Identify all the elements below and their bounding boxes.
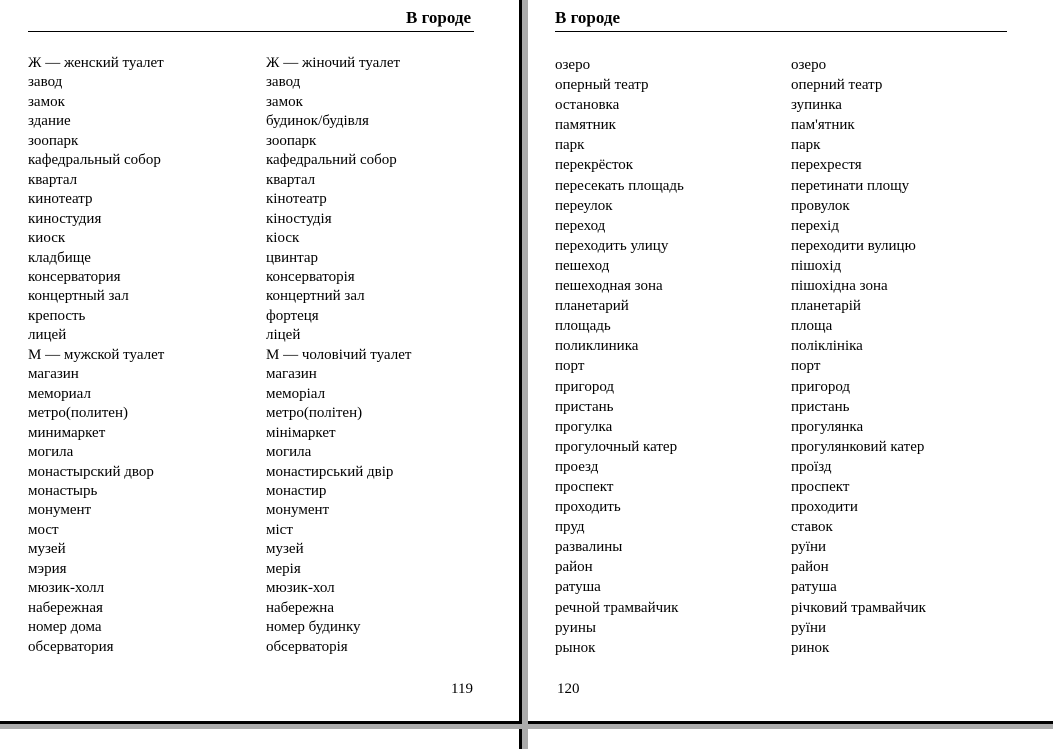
page-120 (528, 0, 1053, 724)
word-entry: ліцей (266, 327, 301, 344)
word-entry: концертний зал (266, 288, 365, 305)
word-entry: руїни (791, 539, 827, 556)
word-entry: проходить (555, 499, 621, 516)
word-entry: планетарій (791, 298, 861, 315)
page-number: 120 (557, 681, 580, 697)
word-entry: речной трамвайчик (555, 599, 679, 616)
word-entry: переходить улицу (555, 237, 669, 254)
word-entry: проїзд (791, 458, 832, 475)
word-entry: пам'ятник (791, 117, 855, 134)
word-entry: Ж — женский туалет (28, 55, 164, 71)
word-entry: завод (28, 74, 63, 91)
word-entry: пішохід (791, 257, 842, 274)
word-entry: річковий трамвайчик (791, 599, 926, 616)
word-entry: прогулка (555, 418, 613, 435)
word-entry: озеро (555, 57, 591, 73)
word-entry: консерватория (28, 268, 121, 285)
word-entry: мост (28, 521, 59, 538)
word-entry: пешеход (555, 257, 610, 274)
word-entry: ринок (791, 639, 830, 656)
word-entry: руїни (791, 619, 827, 636)
header-rule (555, 31, 1007, 32)
word-entry: кафедральный собор (28, 152, 161, 169)
word-entry: замок (28, 93, 65, 110)
ukrainian-word-list (791, 55, 926, 658)
word-entry: концертный зал (28, 288, 129, 305)
word-entry: провулок (791, 197, 850, 214)
word-entry: лицей (28, 327, 67, 344)
word-entry: музей (28, 541, 66, 558)
word-entry: кінотеатр (266, 191, 327, 208)
word-entry: руины (555, 619, 596, 636)
word-entry: обсерватория (28, 638, 114, 655)
word-entry: пригород (555, 378, 615, 395)
word-entry: пруд (555, 519, 585, 536)
word-entry: перекрёсток (555, 157, 634, 174)
word-entry: кафедральний собор (266, 152, 397, 169)
word-entry: проспект (555, 478, 614, 495)
word-entry: пересекать площадь (555, 177, 684, 194)
word-entry: квартал (266, 171, 316, 188)
russian-word-list (555, 55, 684, 658)
word-entry: проезд (555, 458, 599, 475)
word-entry: порт (555, 358, 585, 375)
word-entry: памятник (555, 117, 616, 134)
word-entry: площадь (555, 318, 611, 335)
page-header-title: В городе (406, 8, 471, 27)
word-entry: кіоск (266, 230, 300, 247)
word-entry: озеро (791, 57, 827, 73)
word-entry: магазин (266, 366, 317, 383)
word-entry: кладбище (28, 249, 91, 266)
word-entry: перетинати площу (791, 177, 910, 194)
word-entry: квартал (28, 171, 78, 188)
word-entry: метро(політен) (266, 405, 363, 422)
word-entry: монастырь (28, 482, 98, 499)
word-entry: переулок (555, 197, 613, 214)
word-entry: крепость (28, 307, 86, 324)
word-entry: ратуша (555, 579, 601, 596)
word-entry: минимаркет (28, 424, 106, 441)
word-entry: пішохідна зона (791, 278, 888, 295)
word-entry: зупинка (791, 97, 842, 114)
word-entry: зоопарк (266, 132, 317, 149)
word-entry: прогулочный катер (555, 438, 678, 455)
word-entry: консерваторія (266, 268, 355, 285)
word-entry: перехрестя (791, 157, 862, 174)
word-entry: мюзик-хол (266, 580, 335, 597)
page-header-title: В городе (555, 8, 620, 27)
next-page-left-edge (0, 729, 522, 749)
word-entry: музей (266, 541, 304, 558)
word-entry: кіностудія (266, 210, 332, 227)
word-entry: поліклініка (791, 338, 863, 355)
word-entry: площа (791, 318, 833, 335)
word-entry: номер дома (28, 619, 102, 636)
word-entry: М — мужской туалет (28, 346, 165, 363)
word-entry: замок (266, 93, 303, 110)
next-page-right-edge (528, 729, 1053, 749)
word-entry: магазин (28, 366, 79, 383)
word-entry: мінімаркет (266, 424, 336, 441)
word-entry: пристань (791, 398, 850, 415)
word-entry: проспект (791, 478, 850, 495)
word-entry: завод (266, 74, 301, 91)
word-entry: могила (28, 444, 74, 461)
ukrainian-word-list (266, 54, 411, 657)
word-entry: мемориал (28, 385, 91, 402)
word-entry: поликлиника (555, 338, 639, 355)
word-entry: развалины (555, 539, 623, 556)
word-entry: парк (555, 137, 585, 154)
word-entry: Ж — жіночий туалет (266, 55, 401, 71)
word-entry: оперний театр (791, 77, 883, 94)
word-entry: прогулянковий катер (791, 438, 925, 455)
word-entry: зоопарк (28, 132, 79, 149)
word-entry: проходити (791, 499, 858, 516)
word-entry: набережная (28, 599, 103, 616)
word-entry: ставок (791, 519, 833, 536)
word-entry: кинотеатр (28, 191, 93, 208)
word-entry: монастырский двор (28, 463, 154, 480)
word-entry: могила (266, 444, 312, 461)
word-entry: мэрия (28, 560, 67, 577)
word-entry: пешеходная зона (555, 278, 663, 295)
word-entry: киоск (28, 230, 66, 247)
word-entry: обсерваторія (266, 638, 348, 655)
word-entry: номер будинку (266, 619, 361, 636)
word-entry: планетарий (555, 298, 629, 315)
word-entry: ратуша (791, 579, 837, 596)
word-entry: район (555, 559, 593, 576)
word-entry: монумент (266, 502, 330, 519)
word-entry: порт (791, 358, 821, 375)
word-entry: будинок/будівля (266, 113, 369, 130)
word-entry: переход (555, 217, 606, 234)
word-entry: здание (28, 113, 71, 130)
word-entry: мюзик-холл (28, 580, 105, 597)
word-entry: міст (266, 521, 293, 538)
word-entry: монастир (266, 482, 327, 499)
word-entry: мерія (266, 560, 301, 577)
word-entry: пристань (555, 398, 614, 415)
header-rule (28, 31, 474, 32)
word-entry: пригород (791, 378, 851, 395)
word-entry: остановка (555, 97, 620, 114)
word-entry: киностудия (28, 210, 102, 227)
word-entry: цвинтар (266, 249, 319, 266)
word-entry: парк (791, 137, 821, 154)
word-entry: прогулянка (791, 418, 864, 435)
word-entry: меморіал (266, 385, 326, 402)
word-entry: М — чоловічий туалет (266, 346, 412, 363)
word-entry: район (791, 559, 829, 576)
page-number: 119 (451, 681, 473, 697)
word-entry: монумент (28, 502, 92, 519)
word-entry: метро(политен) (28, 405, 128, 422)
word-entry: фортеця (266, 307, 319, 324)
word-entry: набережна (266, 599, 334, 616)
russian-word-list (28, 54, 164, 657)
word-entry: монастирський двір (266, 463, 394, 480)
page-119 (0, 0, 522, 724)
word-entry: переходити вулицю (791, 237, 916, 254)
word-entry: перехід (791, 217, 839, 234)
word-entry: рынок (555, 639, 596, 656)
word-entry: оперный театр (555, 77, 649, 94)
